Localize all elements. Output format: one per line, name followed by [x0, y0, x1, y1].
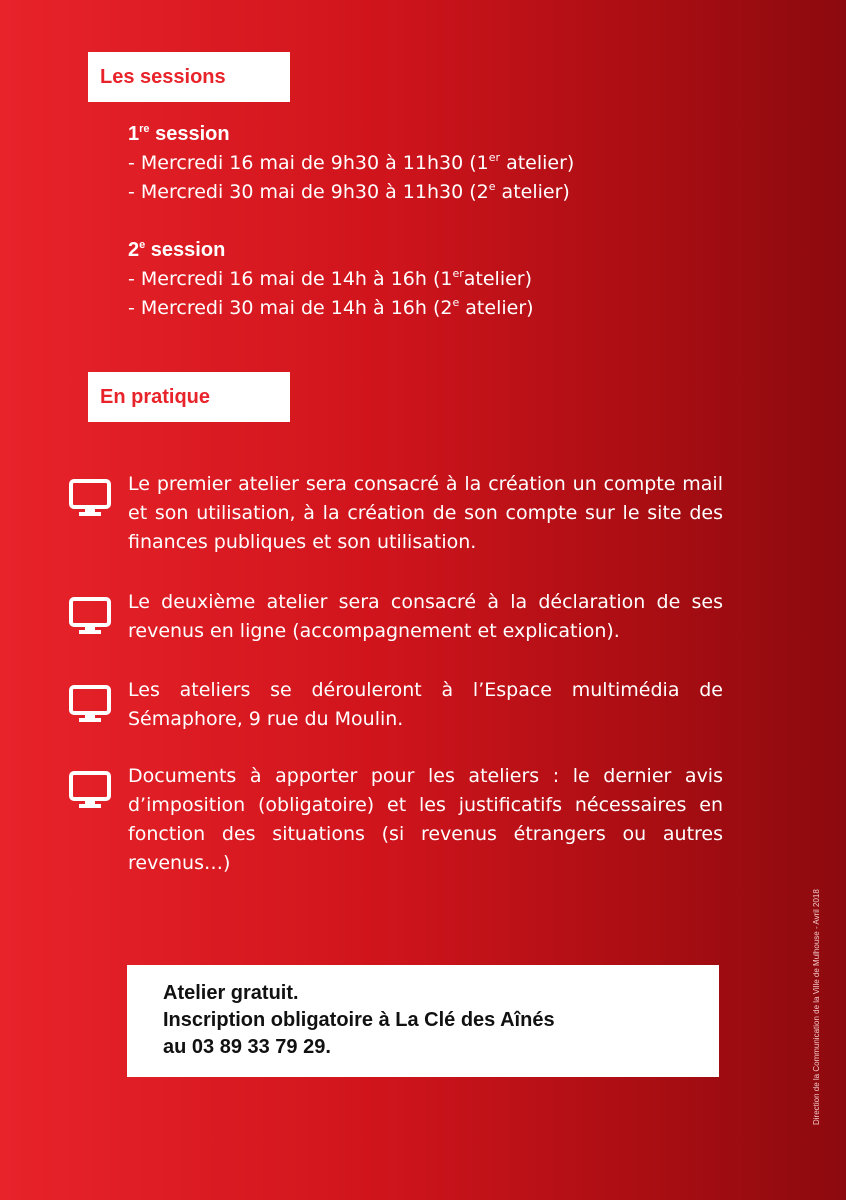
info-bullet-2 [68, 588, 723, 646]
registration-info-box [127, 965, 719, 1077]
info-phone: au 03 89 33 79 29. [163, 1036, 331, 1058]
session-1-block [128, 120, 574, 207]
monitor-icon [68, 596, 112, 636]
session-2-title [128, 236, 534, 265]
session-2-date-1-end: atelier) [463, 268, 533, 290]
info-bullet-2-text: Le deuxième atelier sera consacré à la déclaration de ses revenus en ligne (accompagnement et explication). [128, 591, 723, 642]
info-bullet-3-text: Les ateliers se dérouleront à l’Espace multimédia de Sémaphore, 9 rue du Moulin. [128, 679, 723, 730]
session-1-date-2-sup: e [488, 180, 496, 193]
pratique-heading-text: En pratique [100, 385, 211, 408]
info-bullet-3 [68, 676, 723, 734]
session-2-date-2-text: - Mercredi 30 mai de 14h à 16h (2 [128, 297, 453, 319]
session-2-title-text: session [145, 239, 226, 261]
info-bullet-4-text: Documents à apporter pour les ateliers : le dernier avis d’imposition (obligatoire) et les justificatifs nécessaires en fonction des situations (si revenus étrangers ou autres revenus…) [128, 765, 723, 874]
monitor-icon [68, 770, 112, 810]
credit-line: Direction de la Communication de la Ville de Mulhouse - Avril 2018 [812, 889, 821, 1125]
monitor-icon [68, 684, 112, 724]
session-1-title-sup: re [139, 123, 150, 135]
session-1-title-text: session [149, 123, 230, 145]
session-2-date-1-text: - Mercredi 16 mai de 14h à 16h (1 [128, 268, 453, 290]
info-free-workshop: Atelier gratuit. [163, 982, 299, 1004]
session-1-date-1-end: atelier) [500, 152, 575, 174]
session-2-title-number: 2 [128, 239, 140, 261]
session-1-title-number: 1 [128, 123, 140, 145]
sessions-heading [88, 52, 290, 102]
monitor-icon [68, 478, 112, 518]
session-1-date-2-end: atelier) [495, 181, 570, 203]
info-bullet-4 [68, 762, 723, 878]
info-bullet-1-text: Le premier atelier sera consacré à la création un compte mail et son utilisation, à la création de son compte sur le site des finances publiques et son utilisation. [128, 473, 723, 553]
info-registration: Inscription obligatoire à La Clé des Aînés [163, 1009, 555, 1031]
session-1-date-1 [128, 149, 574, 178]
session-1-date-2-text: - Mercredi 30 mai de 9h30 à 11h30 (2 [128, 181, 489, 203]
info-bullet-1 [68, 470, 723, 557]
session-2-date-1 [128, 265, 534, 294]
sessions-heading-text: Les sessions [100, 65, 226, 88]
pratique-heading [88, 372, 290, 422]
session-2-date-2-end: atelier) [459, 297, 534, 319]
session-2-date-1-sup: er [452, 267, 464, 280]
session-2-date-2 [128, 294, 534, 323]
session-1-date-2 [128, 178, 574, 207]
session-2-block [128, 236, 534, 323]
session-2-title-sup: e [139, 239, 146, 251]
session-1-date-1-text: - Mercredi 16 mai de 9h30 à 11h30 (1 [128, 152, 489, 174]
session-1-title [128, 120, 574, 149]
session-1-date-1-sup: er [488, 151, 501, 164]
session-2-date-2-sup: e [452, 296, 460, 309]
